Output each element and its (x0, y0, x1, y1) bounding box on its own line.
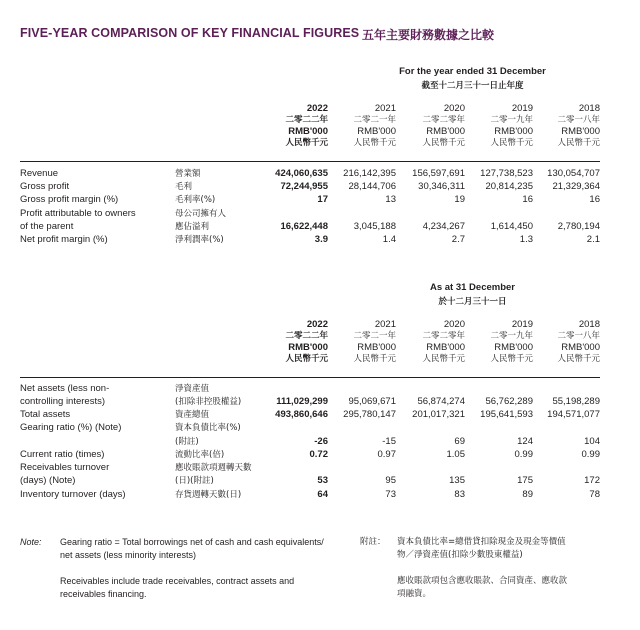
column-year: 2018 (578, 103, 600, 114)
cell-value: 64 (317, 489, 328, 500)
section2-heading: As at 31 December (429, 282, 516, 293)
column-unit: RMB'000 (357, 126, 396, 138)
column-year: 2019 (511, 319, 533, 330)
cell-value: 127,738,523 (480, 168, 533, 179)
row-label: Revenue (20, 168, 59, 179)
cell-value: 55,198,289 (552, 396, 600, 407)
column-unit: RMB'000 (357, 342, 396, 354)
cell-value: 216,142,395 (343, 168, 396, 179)
column-header-1 (330, 319, 396, 365)
column-unit-zh: 人民幣千元 (422, 353, 465, 364)
cell-value: 424,060,635 (275, 168, 328, 179)
column-header-4 (534, 319, 600, 365)
cell-value: 172 (584, 475, 600, 486)
cell-value: 0.99 (581, 449, 600, 460)
column-year-zh: 二零一九年 (490, 114, 533, 125)
cell-value: 53 (317, 475, 328, 486)
cell-value: 19 (454, 194, 465, 205)
column-header-2 (399, 103, 465, 149)
table-row (0, 194, 640, 206)
cell-value: 0.72 (309, 449, 328, 460)
cell-value: 1,614,450 (490, 221, 533, 232)
column-unit: RMB'000 (288, 342, 328, 354)
table-row (0, 383, 640, 395)
column-year-zh: 二零一八年 (557, 330, 600, 341)
row-label: Gross profit (20, 181, 70, 192)
cell-value: 89 (522, 489, 533, 500)
note-line-3: Receivables include trade receivables, contract assets and (60, 576, 295, 586)
column-unit: RMB'000 (288, 126, 328, 138)
cell-value: 83 (454, 489, 465, 500)
note-zh-line-1: 資本負債比率=總借貸扣除現金及現金等價值 (397, 537, 566, 547)
row-label-zh: 存貨週轉天數(日) (175, 490, 242, 500)
cell-value: 21,329,364 (552, 181, 600, 192)
column-year: 2022 (306, 319, 328, 330)
column-unit: RMB'000 (561, 126, 600, 138)
section1-heading: For the year ended 31 December (399, 66, 546, 77)
section1-divider (20, 161, 600, 162)
table-row (0, 181, 640, 193)
column-year-zh: 二零二一年 (353, 330, 396, 341)
column-unit-zh: 人民幣千元 (422, 137, 465, 148)
cell-value: 156,597,691 (412, 168, 465, 179)
cell-value: 194,571,077 (547, 409, 600, 420)
row-label: Gearing ratio (%) (Note) (20, 422, 122, 433)
row-label-zh: 淨資產值 (175, 384, 210, 394)
page-title: FIVE-YEAR COMPARISON OF KEY FINANCIAL FIGURES (20, 26, 360, 40)
cell-value: 1.4 (382, 234, 396, 245)
column-year-zh: 二零二一年 (353, 114, 396, 125)
cell-value: 135 (449, 475, 465, 486)
cell-value: 295,780,147 (343, 409, 396, 420)
note-line-2: net assets (less minority interests) (60, 550, 197, 560)
column-year: 2020 (443, 319, 465, 330)
column-unit-zh: 人民幣千元 (490, 353, 533, 364)
table-row (0, 436, 640, 448)
column-unit-zh: 人民幣千元 (353, 353, 396, 364)
table-row (0, 409, 640, 421)
cell-value: 2.7 (451, 234, 465, 245)
row-label-zh: (扣除非控股權益) (175, 397, 242, 407)
row-label: (days) (Note) (20, 475, 76, 486)
row-label-zh: 資本負債比率(%) (175, 423, 241, 433)
cell-value: 30,346,311 (418, 181, 465, 192)
section1-heading-zh: 截至十二月三十一日止年度 (421, 81, 524, 91)
cell-value: 4,234,267 (422, 221, 465, 232)
cell-value: 111,029,299 (276, 396, 328, 407)
row-label: Net assets (less non- (20, 383, 110, 394)
row-label-zh: 資產總值 (175, 410, 210, 420)
row-label-zh: 毛利率(%) (175, 195, 216, 205)
column-unit: RMB'000 (561, 342, 600, 354)
note-zh-line-3: 應收賬款項包含應收賬款、合同資產、應收款 (397, 576, 568, 586)
row-label: Inventory turnover (days) (20, 489, 126, 500)
column-unit-zh: 人民幣千元 (557, 137, 600, 148)
cell-value: 95 (385, 475, 396, 486)
note-label-zh: 附註： (360, 537, 386, 547)
table-row (0, 422, 640, 434)
column-year-zh: 二零二零年 (422, 330, 465, 341)
row-label: Receivables turnover (20, 462, 110, 473)
section2-heading-zh: 於十二月三十一日 (438, 297, 507, 307)
column-year: 2021 (374, 319, 396, 330)
cell-value: 124 (517, 436, 533, 447)
cell-value: 2.1 (586, 234, 600, 245)
column-year-zh: 二零二二年 (285, 114, 328, 125)
cell-value: 1.3 (519, 234, 533, 245)
cell-value: 28,144,706 (348, 181, 396, 192)
row-label-zh: 毛利 (175, 182, 193, 192)
cell-value: 73 (385, 489, 396, 500)
column-header-3 (467, 319, 533, 365)
cell-value: 175 (517, 475, 533, 486)
column-year: 2018 (578, 319, 600, 330)
page-title-zh: 五年主要財務數據之比較 (362, 28, 495, 42)
column-year-zh: 二零一九年 (490, 330, 533, 341)
cell-value: 20,814,235 (485, 181, 533, 192)
cell-value: 195,641,593 (480, 409, 533, 420)
column-year: 2020 (443, 103, 465, 114)
table-row (0, 449, 640, 461)
note-line-1: Gearing ratio = Total borrowings net of cash and cash equivalents/ (60, 537, 324, 547)
row-label: Current ratio (times) (20, 449, 105, 460)
column-unit-zh: 人民幣千元 (285, 353, 328, 364)
section2-divider (20, 377, 600, 378)
row-label-zh: 應收賬款項週轉天數 (175, 463, 252, 473)
cell-value: 0.99 (514, 449, 533, 460)
cell-value: 1.05 (446, 449, 465, 460)
column-year-zh: 二零二零年 (422, 114, 465, 125)
row-label-zh: 淨利潤率(%) (175, 235, 224, 245)
row-label-zh: (日)(附註) (175, 476, 214, 486)
column-year: 2021 (374, 103, 396, 114)
row-label-zh: 應佔溢利 (175, 222, 210, 232)
cell-value: 16 (522, 194, 533, 205)
cell-value: 130,054,707 (547, 168, 600, 179)
table-row (0, 462, 640, 474)
column-header-0 (262, 103, 328, 149)
column-header-0 (262, 319, 328, 365)
column-year: 2022 (306, 103, 328, 114)
row-label-zh: (附註) (175, 437, 199, 447)
cell-value: 3,045,188 (353, 221, 396, 232)
column-unit: RMB'000 (494, 342, 533, 354)
column-header-1 (330, 103, 396, 149)
row-label: Profit attributable to owners (20, 208, 136, 219)
row-label: Net profit margin (%) (20, 234, 108, 245)
cell-value: 78 (589, 489, 600, 500)
row-label: Gross profit margin (%) (20, 194, 119, 205)
cell-value: 17 (317, 194, 328, 205)
cell-value: 72,244,955 (280, 181, 328, 192)
cell-value: 16 (589, 194, 600, 205)
column-unit-zh: 人民幣千元 (285, 137, 328, 148)
column-unit: RMB'000 (426, 342, 465, 354)
note-zh-line-4: 項融資。 (397, 589, 432, 599)
table-row (0, 208, 640, 220)
cell-value: 13 (385, 194, 396, 205)
column-unit: RMB'000 (494, 126, 533, 138)
column-header-2 (399, 319, 465, 365)
column-unit-zh: 人民幣千元 (353, 137, 396, 148)
note-zh-line-2: 物／淨資產值(扣除少數股東權益) (397, 550, 523, 560)
table-row (0, 234, 640, 246)
cell-value: 95,069,671 (348, 396, 396, 407)
cell-value: 69 (454, 436, 465, 447)
table-row (0, 489, 640, 501)
cell-value: 104 (584, 436, 600, 447)
table-row (0, 168, 640, 180)
column-header-4 (534, 103, 600, 149)
row-label: controlling interests) (20, 396, 106, 407)
note-line-4: receivables financing. (60, 589, 147, 599)
cell-value: 493,860,646 (275, 409, 328, 420)
table-row (0, 221, 640, 233)
cell-value: 2,780,194 (557, 221, 600, 232)
row-label: Total assets (20, 409, 71, 420)
column-unit: RMB'000 (426, 126, 465, 138)
cell-value: 16,622,448 (280, 221, 328, 232)
row-label-zh: 流動比率(倍) (175, 450, 225, 460)
column-year-zh: 二零二二年 (285, 330, 328, 341)
cell-value: 56,762,289 (485, 396, 533, 407)
table-row (0, 475, 640, 487)
column-year-zh: 二零一八年 (557, 114, 600, 125)
cell-value: 201,017,321 (412, 409, 465, 420)
cell-value: 3.9 (314, 234, 328, 245)
column-year: 2019 (511, 103, 533, 114)
column-unit-zh: 人民幣千元 (490, 137, 533, 148)
column-unit-zh: 人民幣千元 (557, 353, 600, 364)
cell-value: -15 (382, 436, 396, 447)
column-header-3 (467, 103, 533, 149)
cell-value: 0.97 (377, 449, 396, 460)
table-row (0, 396, 640, 408)
cell-value: 56,874,274 (417, 396, 465, 407)
row-label: of the parent (20, 221, 74, 232)
cell-value: -26 (314, 436, 328, 447)
row-label-zh: 營業額 (175, 169, 201, 179)
note-label: Note: (20, 537, 42, 547)
row-label-zh: 母公司擁有人 (175, 209, 227, 219)
